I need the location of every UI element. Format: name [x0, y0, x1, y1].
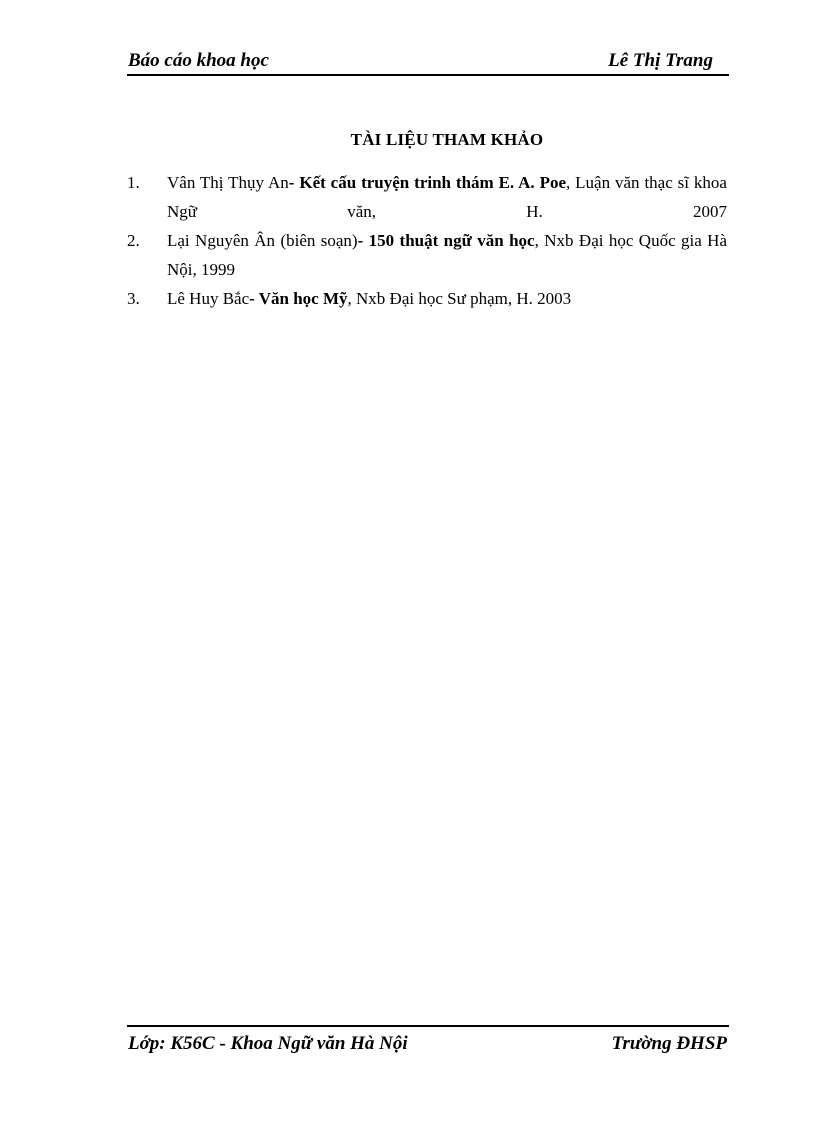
reference-item — [127, 226, 727, 284]
reference-body: Vân Thị Thụy An- Kết cấu truyện trinh thám E. A. Poe, Luận văn thạc sĩ khoa Ngữ văn, H. 2007 — [167, 173, 727, 221]
reference-author: Vân Thị Thụy An — [167, 173, 289, 192]
footer-right-text: Trường ĐHSP — [611, 1033, 727, 1054]
reference-list — [127, 168, 727, 313]
reference-details: , Luận văn thạc sĩ khoa Ngữ văn, H. 2007 — [167, 173, 727, 221]
reference-body: Lê Huy Bắc- Văn học Mỹ, Nxb Đại học Sư phạm, H. 2003 — [167, 289, 572, 308]
reference-work-title: Văn học Mỹ — [258, 289, 348, 308]
reference-item — [127, 284, 727, 313]
reference-details: , Nxb Đại học Quốc gia Hà Nội, 1999 — [167, 231, 727, 279]
reference-number: 3. — [127, 289, 140, 308]
header-left-text: Báo cáo khoa học — [128, 50, 269, 71]
footer-left-text: Lớp: K56C - Khoa Ngữ văn Hà Nội — [128, 1033, 408, 1054]
reference-number: 2. — [127, 231, 140, 250]
reference-number: 1. — [127, 173, 140, 192]
reference-item — [127, 168, 727, 226]
header-right-text: Lê Thị Trang — [608, 50, 713, 71]
section-title: TÀI LIỆU THAM KHẢO — [350, 130, 544, 149]
reference-author: Lại Nguyên Ân (biên soạn) — [167, 231, 358, 250]
reference-author: Lê Huy Bắc — [167, 289, 250, 308]
page-header — [127, 48, 729, 76]
page-footer — [127, 1025, 729, 1054]
reference-work-title: 150 thuật ngữ văn học — [368, 231, 535, 250]
reference-body: Lại Nguyên Ân (biên soạn)- 150 thuật ngữ văn học, Nxb Đại học Quốc gia Hà Nội, 1999 — [167, 231, 727, 279]
reference-details: , Nxb Đại học Sư phạm, H. 2003 — [347, 289, 572, 308]
reference-work-title: Kết cấu truyện trinh thám E. A. Poe — [299, 173, 567, 192]
